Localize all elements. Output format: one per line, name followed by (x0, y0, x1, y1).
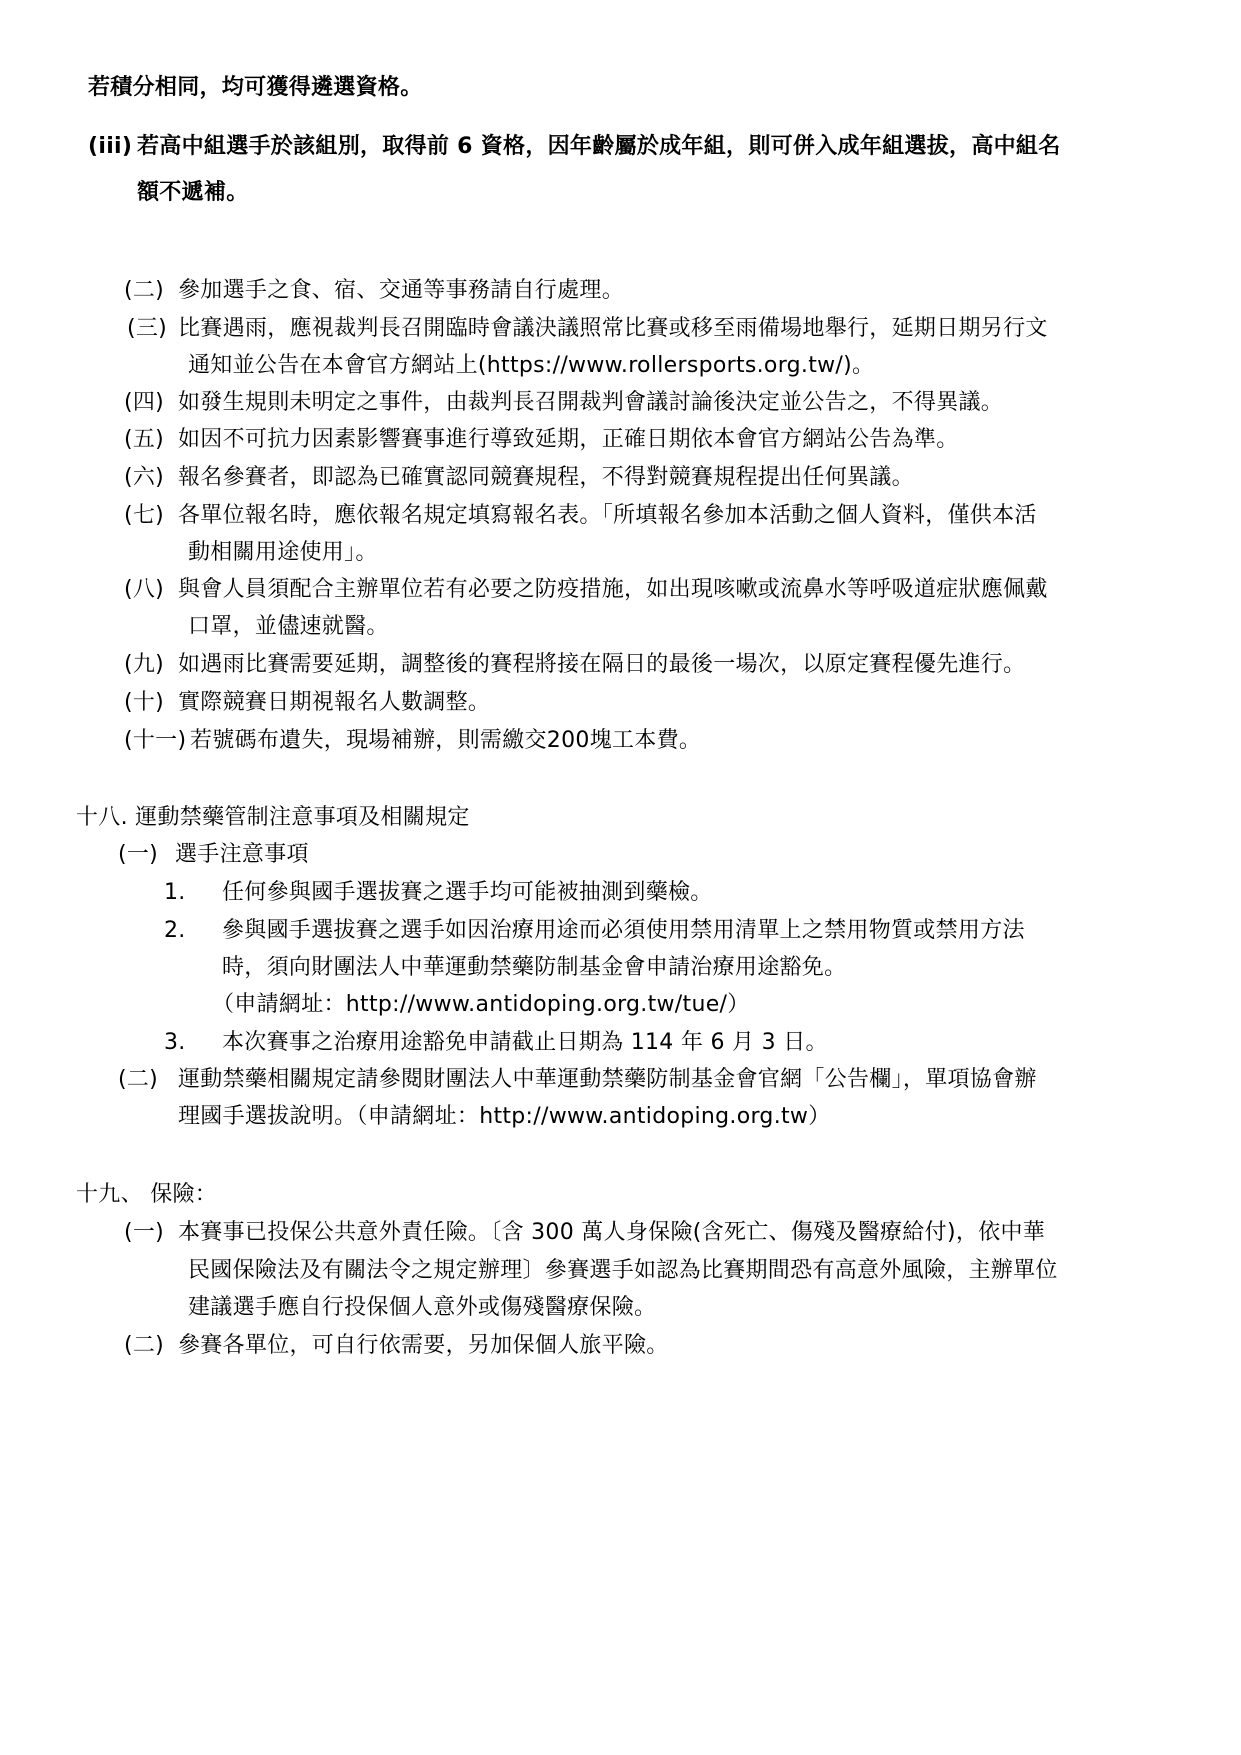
insurance-item-text-cont: 建議選手應自行投保個人意外或傷殘醫療保險。 (188, 1295, 657, 1320)
misc-item-text: 如遇雨比賽需要延期，調整後的賽程將接在隔日的最後一場次，以原定賽程優先進行。 (178, 652, 1026, 677)
misc-item-marker: (十一) (124, 728, 187, 753)
misc-item-text: 如因不可抗力因素影響賽事進行導致延期，正確日期依本會官方網站公告為準。 (178, 427, 959, 452)
item-iii-line2: 額不遞補。 (137, 180, 249, 205)
misc-item-marker: (六) (124, 465, 165, 490)
insurance-item-text: 參賽各單位，可自行依需要，另加保個人旅平險。 (178, 1333, 669, 1358)
point-text: 任何參與國手選拔賽之選手均可能被抽測到藥檢。 (222, 880, 713, 905)
section-18-sub1-marker: (一) (118, 842, 159, 867)
point-text-cont: 時，須向財團法人中華運動禁藥防制基金會申請治療用途豁免。 (222, 955, 847, 980)
insurance-item-marker: (二) (124, 1333, 165, 1358)
misc-item-text-cont: 通知並公告在本會官方網站上(https://www.rollersports.org.tw/)。 (188, 353, 875, 378)
point-number: 3. (164, 1030, 186, 1055)
misc-item-text: 比賽遇雨，應視裁判長召開臨時會議決議照常比賽或移至雨備場地舉行，延期日期另行文 (178, 316, 1048, 341)
tue-url-line: （申請網址：http://www.antidoping.org.tw/tue/） (212, 992, 750, 1017)
misc-item-marker: (三) (127, 316, 168, 341)
insurance-item-marker: (一) (124, 1220, 165, 1245)
section-18-sub1-title: 選手注意事項 (175, 842, 309, 867)
insurance-item-text: 本賽事已投保公共意外責任險。〔含 300 萬人身保險(含死亡、傷殘及醫療給付)，依中華 (178, 1220, 1046, 1245)
misc-item-marker: (四) (124, 390, 165, 415)
misc-item-text: 參加選手之食、宿、交通等事務請自行處理。 (178, 278, 625, 303)
insurance-item-text-cont: 民國保險法及有關法令之規定辦理〕參賽選手如認為比賽期間恐有高意外風險，主辦單位 (188, 1258, 1058, 1283)
misc-item-text: 實際競賽日期視報名人數調整。 (178, 690, 491, 715)
misc-item-text: 如發生規則未明定之事件，由裁判長召開裁判會議討論後決定並公告之，不得異議。 (178, 390, 1004, 415)
misc-item-marker: (五) (124, 427, 165, 452)
section-18-sub2-marker: (二) (118, 1067, 159, 1092)
point-number: 1. (164, 880, 186, 905)
misc-item-marker: (二) (124, 278, 165, 303)
misc-item-text: 與會人員須配合主辦單位若有必要之防疫措施，如出現咳嗽或流鼻水等呼吸道症狀應佩戴 (178, 577, 1048, 602)
point-text: 參與國手選拔賽之選手如因治療用途而必須使用禁用清單上之禁用物質或禁用方法 (222, 918, 1025, 943)
section-18-sub2-text-cont: 理國手選拔說明。（申請網址：http://www.antidoping.org.tw） (178, 1104, 831, 1129)
misc-item-text: 若號碼布遺失，現場補辦，則需繳交200塊工本費。 (190, 728, 702, 753)
point-text: 本次賽事之治療用途豁免申請截止日期為 114 年 6 月 3 日。 (222, 1030, 828, 1055)
misc-item-marker: (十) (124, 690, 165, 715)
section-18-sub2-text: 運動禁藥相關規定請參閱財團法人中華運動禁藥防制基金會官網「公告欄」，單項協會辦 (178, 1067, 1037, 1092)
qualification-note: 若積分相同，均可獲得遴選資格。 (88, 75, 423, 100)
misc-item-marker: (八) (124, 577, 165, 602)
misc-item-text-cont: 動相關用途使用」。 (188, 540, 378, 565)
misc-item-text: 報名參賽者，即認為已確實認同競賽規程，不得對競賽規程提出任何異議。 (178, 465, 914, 490)
misc-item-marker: (七) (124, 503, 165, 528)
item-iii-marker: (iii) (88, 134, 133, 159)
point-number: 2. (164, 918, 186, 943)
misc-item-text: 各單位報名時，應依報名規定填寫報名表。「所填報名參加本活動之個人資料，僅供本活 (178, 503, 1037, 528)
section-19-heading: 十九、 保險： (76, 1182, 218, 1207)
misc-item-text-cont: 口罩，並儘速就醫。 (188, 614, 389, 639)
item-iii-line1: 若高中組選手於該組別，取得前 6 資格，因年齡屬於成年組，則可併入成年組選拔，高中組名 (137, 134, 1061, 159)
section-18-heading: 十八. 運動禁藥管制注意事項及相關規定 (76, 805, 470, 830)
misc-item-marker: (九) (124, 652, 165, 677)
